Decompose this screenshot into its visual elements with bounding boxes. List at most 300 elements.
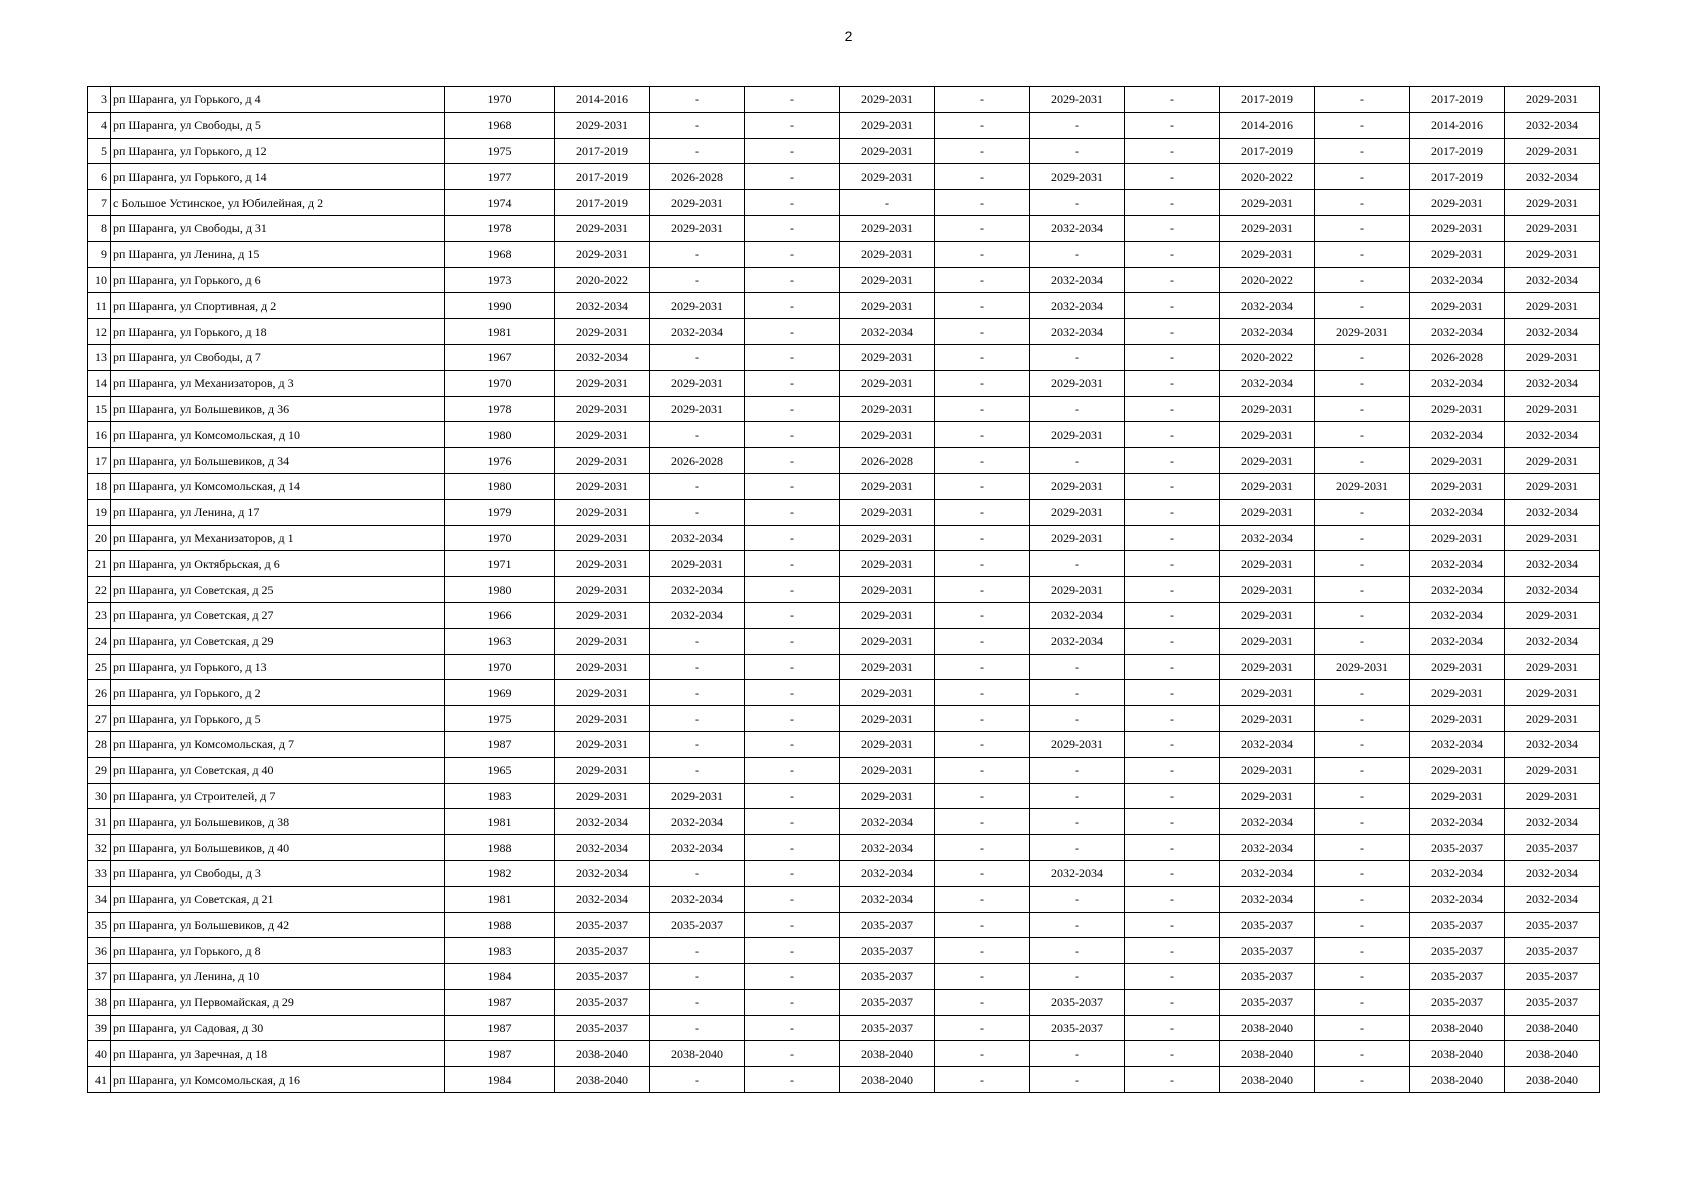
row-number-cell: 26 xyxy=(88,680,111,706)
period-col-5-cell: - xyxy=(935,396,1030,422)
period-col-9-cell: - xyxy=(1315,964,1410,990)
period-col-5-cell: - xyxy=(935,164,1030,190)
period-col-7-cell: - xyxy=(1125,757,1220,783)
period-col-2-cell: - xyxy=(650,964,745,990)
period-col-8-cell: 2029-2031 xyxy=(1220,499,1315,525)
period-col-9-cell: - xyxy=(1315,396,1410,422)
period-col-8-cell: 2029-2031 xyxy=(1220,448,1315,474)
period-col-8-cell: 2017-2019 xyxy=(1220,87,1315,113)
build-year-cell: 1988 xyxy=(445,835,555,861)
build-year-cell: 1976 xyxy=(445,448,555,474)
period-col-7-cell: - xyxy=(1125,370,1220,396)
table-row xyxy=(88,87,1600,113)
row-number-cell: 24 xyxy=(88,628,111,654)
address-cell: рп Шаранга, ул Советская, д 29 xyxy=(111,628,445,654)
period-col-2-cell: - xyxy=(650,422,745,448)
period-col-7-cell: - xyxy=(1125,241,1220,267)
period-col-5-cell: - xyxy=(935,706,1030,732)
page-number: 2 xyxy=(844,28,853,44)
row-number-cell: 18 xyxy=(88,473,111,499)
table-row xyxy=(88,860,1600,886)
table-row xyxy=(88,886,1600,912)
period-col-1-cell: 2029-2031 xyxy=(555,551,650,577)
period-col-1-cell: 2029-2031 xyxy=(555,473,650,499)
period-col-2-cell: 2035-2037 xyxy=(650,912,745,938)
table-row xyxy=(88,602,1600,628)
period-col-5-cell: - xyxy=(935,241,1030,267)
period-col-11-cell: 2035-2037 xyxy=(1505,938,1600,964)
table-row xyxy=(88,422,1600,448)
period-col-4-cell: 2029-2031 xyxy=(840,138,935,164)
period-col-5-cell: - xyxy=(935,473,1030,499)
period-col-3-cell: - xyxy=(745,602,840,628)
period-col-1-cell: 2035-2037 xyxy=(555,912,650,938)
address-cell: рп Шаранга, ул Октябрьская, д 6 xyxy=(111,551,445,577)
table-row xyxy=(88,499,1600,525)
row-number-cell: 23 xyxy=(88,602,111,628)
period-col-7-cell: - xyxy=(1125,138,1220,164)
period-col-9-cell: - xyxy=(1315,938,1410,964)
period-col-11-cell: 2038-2040 xyxy=(1505,1015,1600,1041)
row-number-cell: 40 xyxy=(88,1041,111,1067)
period-col-8-cell: 2029-2031 xyxy=(1220,551,1315,577)
period-col-3-cell: - xyxy=(745,1015,840,1041)
period-col-2-cell: - xyxy=(650,112,745,138)
period-col-8-cell: 2014-2016 xyxy=(1220,112,1315,138)
period-col-4-cell: 2029-2031 xyxy=(840,706,935,732)
period-col-10-cell: 2029-2031 xyxy=(1410,654,1505,680)
period-col-9-cell: - xyxy=(1315,1041,1410,1067)
address-cell: рп Шаранга, ул Горького, д 12 xyxy=(111,138,445,164)
period-col-11-cell: 2029-2031 xyxy=(1505,473,1600,499)
period-col-7-cell: - xyxy=(1125,938,1220,964)
period-col-7-cell: - xyxy=(1125,1041,1220,1067)
period-col-1-cell: 2029-2031 xyxy=(555,241,650,267)
row-number-cell: 15 xyxy=(88,396,111,422)
period-col-8-cell: 2029-2031 xyxy=(1220,422,1315,448)
period-col-9-cell: - xyxy=(1315,551,1410,577)
period-col-1-cell: 2029-2031 xyxy=(555,602,650,628)
period-col-5-cell: - xyxy=(935,112,1030,138)
row-number-cell: 16 xyxy=(88,422,111,448)
period-col-8-cell: 2038-2040 xyxy=(1220,1015,1315,1041)
row-number-cell: 32 xyxy=(88,835,111,861)
period-col-6-cell: - xyxy=(1030,783,1125,809)
period-col-2-cell: - xyxy=(650,860,745,886)
period-col-7-cell: - xyxy=(1125,680,1220,706)
period-col-8-cell: 2035-2037 xyxy=(1220,964,1315,990)
period-col-6-cell: - xyxy=(1030,938,1125,964)
period-col-3-cell: - xyxy=(745,215,840,241)
build-year-cell: 1971 xyxy=(445,551,555,577)
period-col-1-cell: 2038-2040 xyxy=(555,1067,650,1093)
period-col-11-cell: 2032-2034 xyxy=(1505,731,1600,757)
address-cell: рп Шаранга, ул Механизаторов, д 3 xyxy=(111,370,445,396)
period-col-9-cell: - xyxy=(1315,448,1410,474)
row-number-cell: 10 xyxy=(88,267,111,293)
address-cell: рп Шаранга, ул Комсомольская, д 14 xyxy=(111,473,445,499)
period-col-3-cell: - xyxy=(745,654,840,680)
period-col-3-cell: - xyxy=(745,860,840,886)
period-col-11-cell: 2032-2034 xyxy=(1505,886,1600,912)
table-row xyxy=(88,138,1600,164)
row-number-cell: 21 xyxy=(88,551,111,577)
period-col-6-cell: - xyxy=(1030,396,1125,422)
period-col-3-cell: - xyxy=(745,138,840,164)
period-col-4-cell: 2029-2031 xyxy=(840,731,935,757)
build-year-cell: 1987 xyxy=(445,1041,555,1067)
period-col-2-cell: - xyxy=(650,680,745,706)
period-col-11-cell: 2029-2031 xyxy=(1505,87,1600,113)
table-row xyxy=(88,680,1600,706)
period-col-11-cell: 2029-2031 xyxy=(1505,448,1600,474)
period-col-8-cell: 2032-2034 xyxy=(1220,319,1315,345)
period-col-6-cell: - xyxy=(1030,190,1125,216)
period-col-1-cell: 2029-2031 xyxy=(555,370,650,396)
build-year-cell: 1987 xyxy=(445,1015,555,1041)
period-col-7-cell: - xyxy=(1125,1067,1220,1093)
period-col-2-cell: 2029-2031 xyxy=(650,293,745,319)
build-year-cell: 1981 xyxy=(445,809,555,835)
period-col-5-cell: - xyxy=(935,602,1030,628)
period-col-9-cell: - xyxy=(1315,138,1410,164)
period-col-2-cell: - xyxy=(650,473,745,499)
row-number-cell: 30 xyxy=(88,783,111,809)
period-col-10-cell: 2032-2034 xyxy=(1410,319,1505,345)
period-col-10-cell: 2035-2037 xyxy=(1410,938,1505,964)
period-col-5-cell: - xyxy=(935,809,1030,835)
period-col-9-cell: - xyxy=(1315,422,1410,448)
period-col-4-cell: 2032-2034 xyxy=(840,860,935,886)
period-col-7-cell: - xyxy=(1125,628,1220,654)
period-col-10-cell: 2038-2040 xyxy=(1410,1067,1505,1093)
period-col-4-cell: 2029-2031 xyxy=(840,396,935,422)
period-col-11-cell: 2032-2034 xyxy=(1505,577,1600,603)
period-col-7-cell: - xyxy=(1125,319,1220,345)
table-row xyxy=(88,706,1600,732)
period-col-5-cell: - xyxy=(935,912,1030,938)
build-year-cell: 1988 xyxy=(445,912,555,938)
period-col-3-cell: - xyxy=(745,164,840,190)
period-col-9-cell: - xyxy=(1315,87,1410,113)
period-col-4-cell: 2032-2034 xyxy=(840,835,935,861)
period-col-8-cell: 2029-2031 xyxy=(1220,190,1315,216)
build-year-cell: 1975 xyxy=(445,706,555,732)
period-col-1-cell: 2032-2034 xyxy=(555,860,650,886)
period-col-2-cell: - xyxy=(650,654,745,680)
period-col-8-cell: 2035-2037 xyxy=(1220,912,1315,938)
period-col-5-cell: - xyxy=(935,835,1030,861)
period-col-3-cell: - xyxy=(745,344,840,370)
period-col-11-cell: 2032-2034 xyxy=(1505,319,1600,345)
address-cell: рп Шаранга, ул Комсомольская, д 10 xyxy=(111,422,445,448)
address-cell: рп Шаранга, ул Горького, д 8 xyxy=(111,938,445,964)
period-col-7-cell: - xyxy=(1125,473,1220,499)
table-row xyxy=(88,551,1600,577)
period-col-3-cell: - xyxy=(745,628,840,654)
period-col-11-cell: 2029-2031 xyxy=(1505,680,1600,706)
period-col-10-cell: 2032-2034 xyxy=(1410,422,1505,448)
period-col-2-cell: 2029-2031 xyxy=(650,783,745,809)
period-col-8-cell: 2032-2034 xyxy=(1220,525,1315,551)
address-cell: рп Шаранга, ул Советская, д 27 xyxy=(111,602,445,628)
period-col-10-cell: 2029-2031 xyxy=(1410,215,1505,241)
period-col-8-cell: 2032-2034 xyxy=(1220,370,1315,396)
period-col-2-cell: - xyxy=(650,87,745,113)
period-col-5-cell: - xyxy=(935,319,1030,345)
period-col-8-cell: 2029-2031 xyxy=(1220,680,1315,706)
period-col-3-cell: - xyxy=(745,1067,840,1093)
period-col-3-cell: - xyxy=(745,964,840,990)
period-col-10-cell: 2029-2031 xyxy=(1410,473,1505,499)
period-col-10-cell: 2035-2037 xyxy=(1410,989,1505,1015)
period-col-6-cell: 2035-2037 xyxy=(1030,989,1125,1015)
table-row xyxy=(88,654,1600,680)
period-col-5-cell: - xyxy=(935,293,1030,319)
period-col-3-cell: - xyxy=(745,422,840,448)
period-col-10-cell: 2029-2031 xyxy=(1410,190,1505,216)
period-col-6-cell: - xyxy=(1030,112,1125,138)
period-col-10-cell: 2026-2028 xyxy=(1410,344,1505,370)
period-col-6-cell: - xyxy=(1030,886,1125,912)
period-col-3-cell: - xyxy=(745,370,840,396)
period-col-4-cell: 2029-2031 xyxy=(840,551,935,577)
period-col-4-cell: 2029-2031 xyxy=(840,241,935,267)
table-row xyxy=(88,577,1600,603)
period-col-3-cell: - xyxy=(745,577,840,603)
row-number-cell: 36 xyxy=(88,938,111,964)
row-number-cell: 9 xyxy=(88,241,111,267)
period-col-3-cell: - xyxy=(745,1041,840,1067)
row-number-cell: 38 xyxy=(88,989,111,1015)
row-number-cell: 37 xyxy=(88,964,111,990)
period-col-11-cell: 2029-2031 xyxy=(1505,215,1600,241)
period-col-10-cell: 2032-2034 xyxy=(1410,577,1505,603)
period-col-8-cell: 2035-2037 xyxy=(1220,989,1315,1015)
period-col-2-cell: 2032-2034 xyxy=(650,319,745,345)
period-col-7-cell: - xyxy=(1125,267,1220,293)
table-row xyxy=(88,267,1600,293)
address-cell: рп Шаранга, ул Механизаторов, д 1 xyxy=(111,525,445,551)
period-col-11-cell: 2032-2034 xyxy=(1505,370,1600,396)
period-col-8-cell: 2029-2031 xyxy=(1220,215,1315,241)
period-col-4-cell: 2035-2037 xyxy=(840,964,935,990)
address-cell: рп Шаранга, ул Ленина, д 10 xyxy=(111,964,445,990)
address-cell: рп Шаранга, ул Строителей, д 7 xyxy=(111,783,445,809)
period-col-6-cell: 2029-2031 xyxy=(1030,473,1125,499)
row-number-cell: 28 xyxy=(88,731,111,757)
period-col-5-cell: - xyxy=(935,344,1030,370)
period-col-6-cell: 2029-2031 xyxy=(1030,164,1125,190)
address-cell: рп Шаранга, ул Садовая, д 30 xyxy=(111,1015,445,1041)
address-cell: рп Шаранга, ул Свободы, д 5 xyxy=(111,112,445,138)
period-col-1-cell: 2014-2016 xyxy=(555,87,650,113)
period-col-3-cell: - xyxy=(745,525,840,551)
period-col-4-cell: 2026-2028 xyxy=(840,448,935,474)
row-number-cell: 12 xyxy=(88,319,111,345)
row-number-cell: 19 xyxy=(88,499,111,525)
address-cell: рп Шаранга, ул Большевиков, д 38 xyxy=(111,809,445,835)
period-col-6-cell: - xyxy=(1030,241,1125,267)
period-col-5-cell: - xyxy=(935,138,1030,164)
period-col-1-cell: 2029-2031 xyxy=(555,680,650,706)
build-year-cell: 1984 xyxy=(445,964,555,990)
period-col-9-cell: - xyxy=(1315,809,1410,835)
period-col-2-cell: 2029-2031 xyxy=(650,190,745,216)
period-col-7-cell: - xyxy=(1125,989,1220,1015)
period-col-7-cell: - xyxy=(1125,835,1220,861)
period-col-4-cell: 2035-2037 xyxy=(840,938,935,964)
period-col-8-cell: 2029-2031 xyxy=(1220,473,1315,499)
address-cell: рп Шаранга, ул Спортивная, д 2 xyxy=(111,293,445,319)
period-col-1-cell: 2029-2031 xyxy=(555,112,650,138)
period-col-11-cell: 2029-2031 xyxy=(1505,525,1600,551)
period-col-10-cell: 2017-2019 xyxy=(1410,87,1505,113)
period-col-4-cell: 2035-2037 xyxy=(840,1015,935,1041)
period-col-8-cell: 2038-2040 xyxy=(1220,1041,1315,1067)
build-year-cell: 1978 xyxy=(445,215,555,241)
period-col-4-cell: 2029-2031 xyxy=(840,87,935,113)
period-col-6-cell: - xyxy=(1030,680,1125,706)
period-col-9-cell: - xyxy=(1315,1015,1410,1041)
build-year-cell: 1968 xyxy=(445,241,555,267)
period-col-8-cell: 2032-2034 xyxy=(1220,293,1315,319)
period-col-3-cell: - xyxy=(745,938,840,964)
period-col-1-cell: 2035-2037 xyxy=(555,964,650,990)
table-row xyxy=(88,215,1600,241)
period-col-5-cell: - xyxy=(935,731,1030,757)
row-number-cell: 11 xyxy=(88,293,111,319)
build-year-cell: 1977 xyxy=(445,164,555,190)
period-col-11-cell: 2029-2031 xyxy=(1505,396,1600,422)
row-number-cell: 13 xyxy=(88,344,111,370)
build-year-cell: 1963 xyxy=(445,628,555,654)
address-cell: рп Шаранга, ул Горького, д 2 xyxy=(111,680,445,706)
table-row xyxy=(88,319,1600,345)
row-number-cell: 31 xyxy=(88,809,111,835)
period-col-7-cell: - xyxy=(1125,293,1220,319)
period-col-7-cell: - xyxy=(1125,860,1220,886)
period-col-1-cell: 2029-2031 xyxy=(555,215,650,241)
build-year-cell: 1966 xyxy=(445,602,555,628)
period-col-3-cell: - xyxy=(745,87,840,113)
period-col-8-cell: 2017-2019 xyxy=(1220,138,1315,164)
period-col-5-cell: - xyxy=(935,577,1030,603)
period-col-1-cell: 2032-2034 xyxy=(555,835,650,861)
period-col-6-cell: 2032-2034 xyxy=(1030,628,1125,654)
period-col-9-cell: - xyxy=(1315,190,1410,216)
table-row xyxy=(88,912,1600,938)
period-col-7-cell: - xyxy=(1125,886,1220,912)
table-row xyxy=(88,1015,1600,1041)
row-number-cell: 25 xyxy=(88,654,111,680)
period-col-8-cell: 2020-2022 xyxy=(1220,164,1315,190)
period-col-3-cell: - xyxy=(745,396,840,422)
period-col-6-cell: 2029-2031 xyxy=(1030,525,1125,551)
row-number-cell: 5 xyxy=(88,138,111,164)
period-col-1-cell: 2029-2031 xyxy=(555,396,650,422)
period-col-5-cell: - xyxy=(935,525,1030,551)
address-cell: рп Шаранга, ул Горького, д 13 xyxy=(111,654,445,680)
period-col-1-cell: 2038-2040 xyxy=(555,1041,650,1067)
period-col-7-cell: - xyxy=(1125,551,1220,577)
period-col-8-cell: 2020-2022 xyxy=(1220,344,1315,370)
period-col-4-cell: 2029-2031 xyxy=(840,293,935,319)
period-col-7-cell: - xyxy=(1125,706,1220,732)
row-number-cell: 17 xyxy=(88,448,111,474)
period-col-7-cell: - xyxy=(1125,1015,1220,1041)
period-col-8-cell: 2032-2034 xyxy=(1220,731,1315,757)
period-col-10-cell: 2032-2034 xyxy=(1410,267,1505,293)
period-col-5-cell: - xyxy=(935,886,1030,912)
period-col-5-cell: - xyxy=(935,628,1030,654)
table-row xyxy=(88,164,1600,190)
period-col-9-cell: - xyxy=(1315,731,1410,757)
period-col-9-cell: - xyxy=(1315,628,1410,654)
period-col-11-cell: 2032-2034 xyxy=(1505,164,1600,190)
row-number-cell: 7 xyxy=(88,190,111,216)
period-col-6-cell: 2029-2031 xyxy=(1030,499,1125,525)
address-cell: рп Шаранга, ул Комсомольская, д 16 xyxy=(111,1067,445,1093)
period-col-6-cell: - xyxy=(1030,138,1125,164)
period-col-11-cell: 2029-2031 xyxy=(1505,783,1600,809)
period-col-7-cell: - xyxy=(1125,525,1220,551)
build-year-cell: 1965 xyxy=(445,757,555,783)
period-col-10-cell: 2029-2031 xyxy=(1410,448,1505,474)
row-number-cell: 22 xyxy=(88,577,111,603)
period-col-11-cell: 2029-2031 xyxy=(1505,344,1600,370)
period-col-6-cell: - xyxy=(1030,964,1125,990)
period-col-3-cell: - xyxy=(745,499,840,525)
table-row xyxy=(88,473,1600,499)
period-col-10-cell: 2029-2031 xyxy=(1410,293,1505,319)
period-col-4-cell: 2029-2031 xyxy=(840,267,935,293)
period-col-11-cell: 2032-2034 xyxy=(1505,422,1600,448)
period-col-2-cell: 2032-2034 xyxy=(650,835,745,861)
period-col-10-cell: 2035-2037 xyxy=(1410,964,1505,990)
period-col-8-cell: 2029-2031 xyxy=(1220,602,1315,628)
period-col-3-cell: - xyxy=(745,835,840,861)
period-col-8-cell: 2029-2031 xyxy=(1220,577,1315,603)
period-col-6-cell: 2032-2034 xyxy=(1030,267,1125,293)
period-col-5-cell: - xyxy=(935,860,1030,886)
period-col-7-cell: - xyxy=(1125,164,1220,190)
period-col-8-cell: 2029-2031 xyxy=(1220,396,1315,422)
period-col-7-cell: - xyxy=(1125,344,1220,370)
period-col-6-cell: 2029-2031 xyxy=(1030,422,1125,448)
period-col-2-cell: - xyxy=(650,138,745,164)
table-row xyxy=(88,525,1600,551)
period-col-7-cell: - xyxy=(1125,87,1220,113)
table-row xyxy=(88,112,1600,138)
row-number-cell: 39 xyxy=(88,1015,111,1041)
period-col-1-cell: 2029-2031 xyxy=(555,731,650,757)
row-number-cell: 29 xyxy=(88,757,111,783)
period-col-3-cell: - xyxy=(745,293,840,319)
period-col-1-cell: 2029-2031 xyxy=(555,654,650,680)
period-col-5-cell: - xyxy=(935,989,1030,1015)
period-col-9-cell: - xyxy=(1315,1067,1410,1093)
period-col-5-cell: - xyxy=(935,938,1030,964)
address-cell: рп Шаранга, ул Советская, д 21 xyxy=(111,886,445,912)
period-col-5-cell: - xyxy=(935,551,1030,577)
period-col-11-cell: 2032-2034 xyxy=(1505,499,1600,525)
address-cell: рп Шаранга, ул Свободы, д 3 xyxy=(111,860,445,886)
period-col-3-cell: - xyxy=(745,706,840,732)
period-col-2-cell: - xyxy=(650,241,745,267)
table-body xyxy=(88,87,1600,1093)
row-number-cell: 3 xyxy=(88,87,111,113)
